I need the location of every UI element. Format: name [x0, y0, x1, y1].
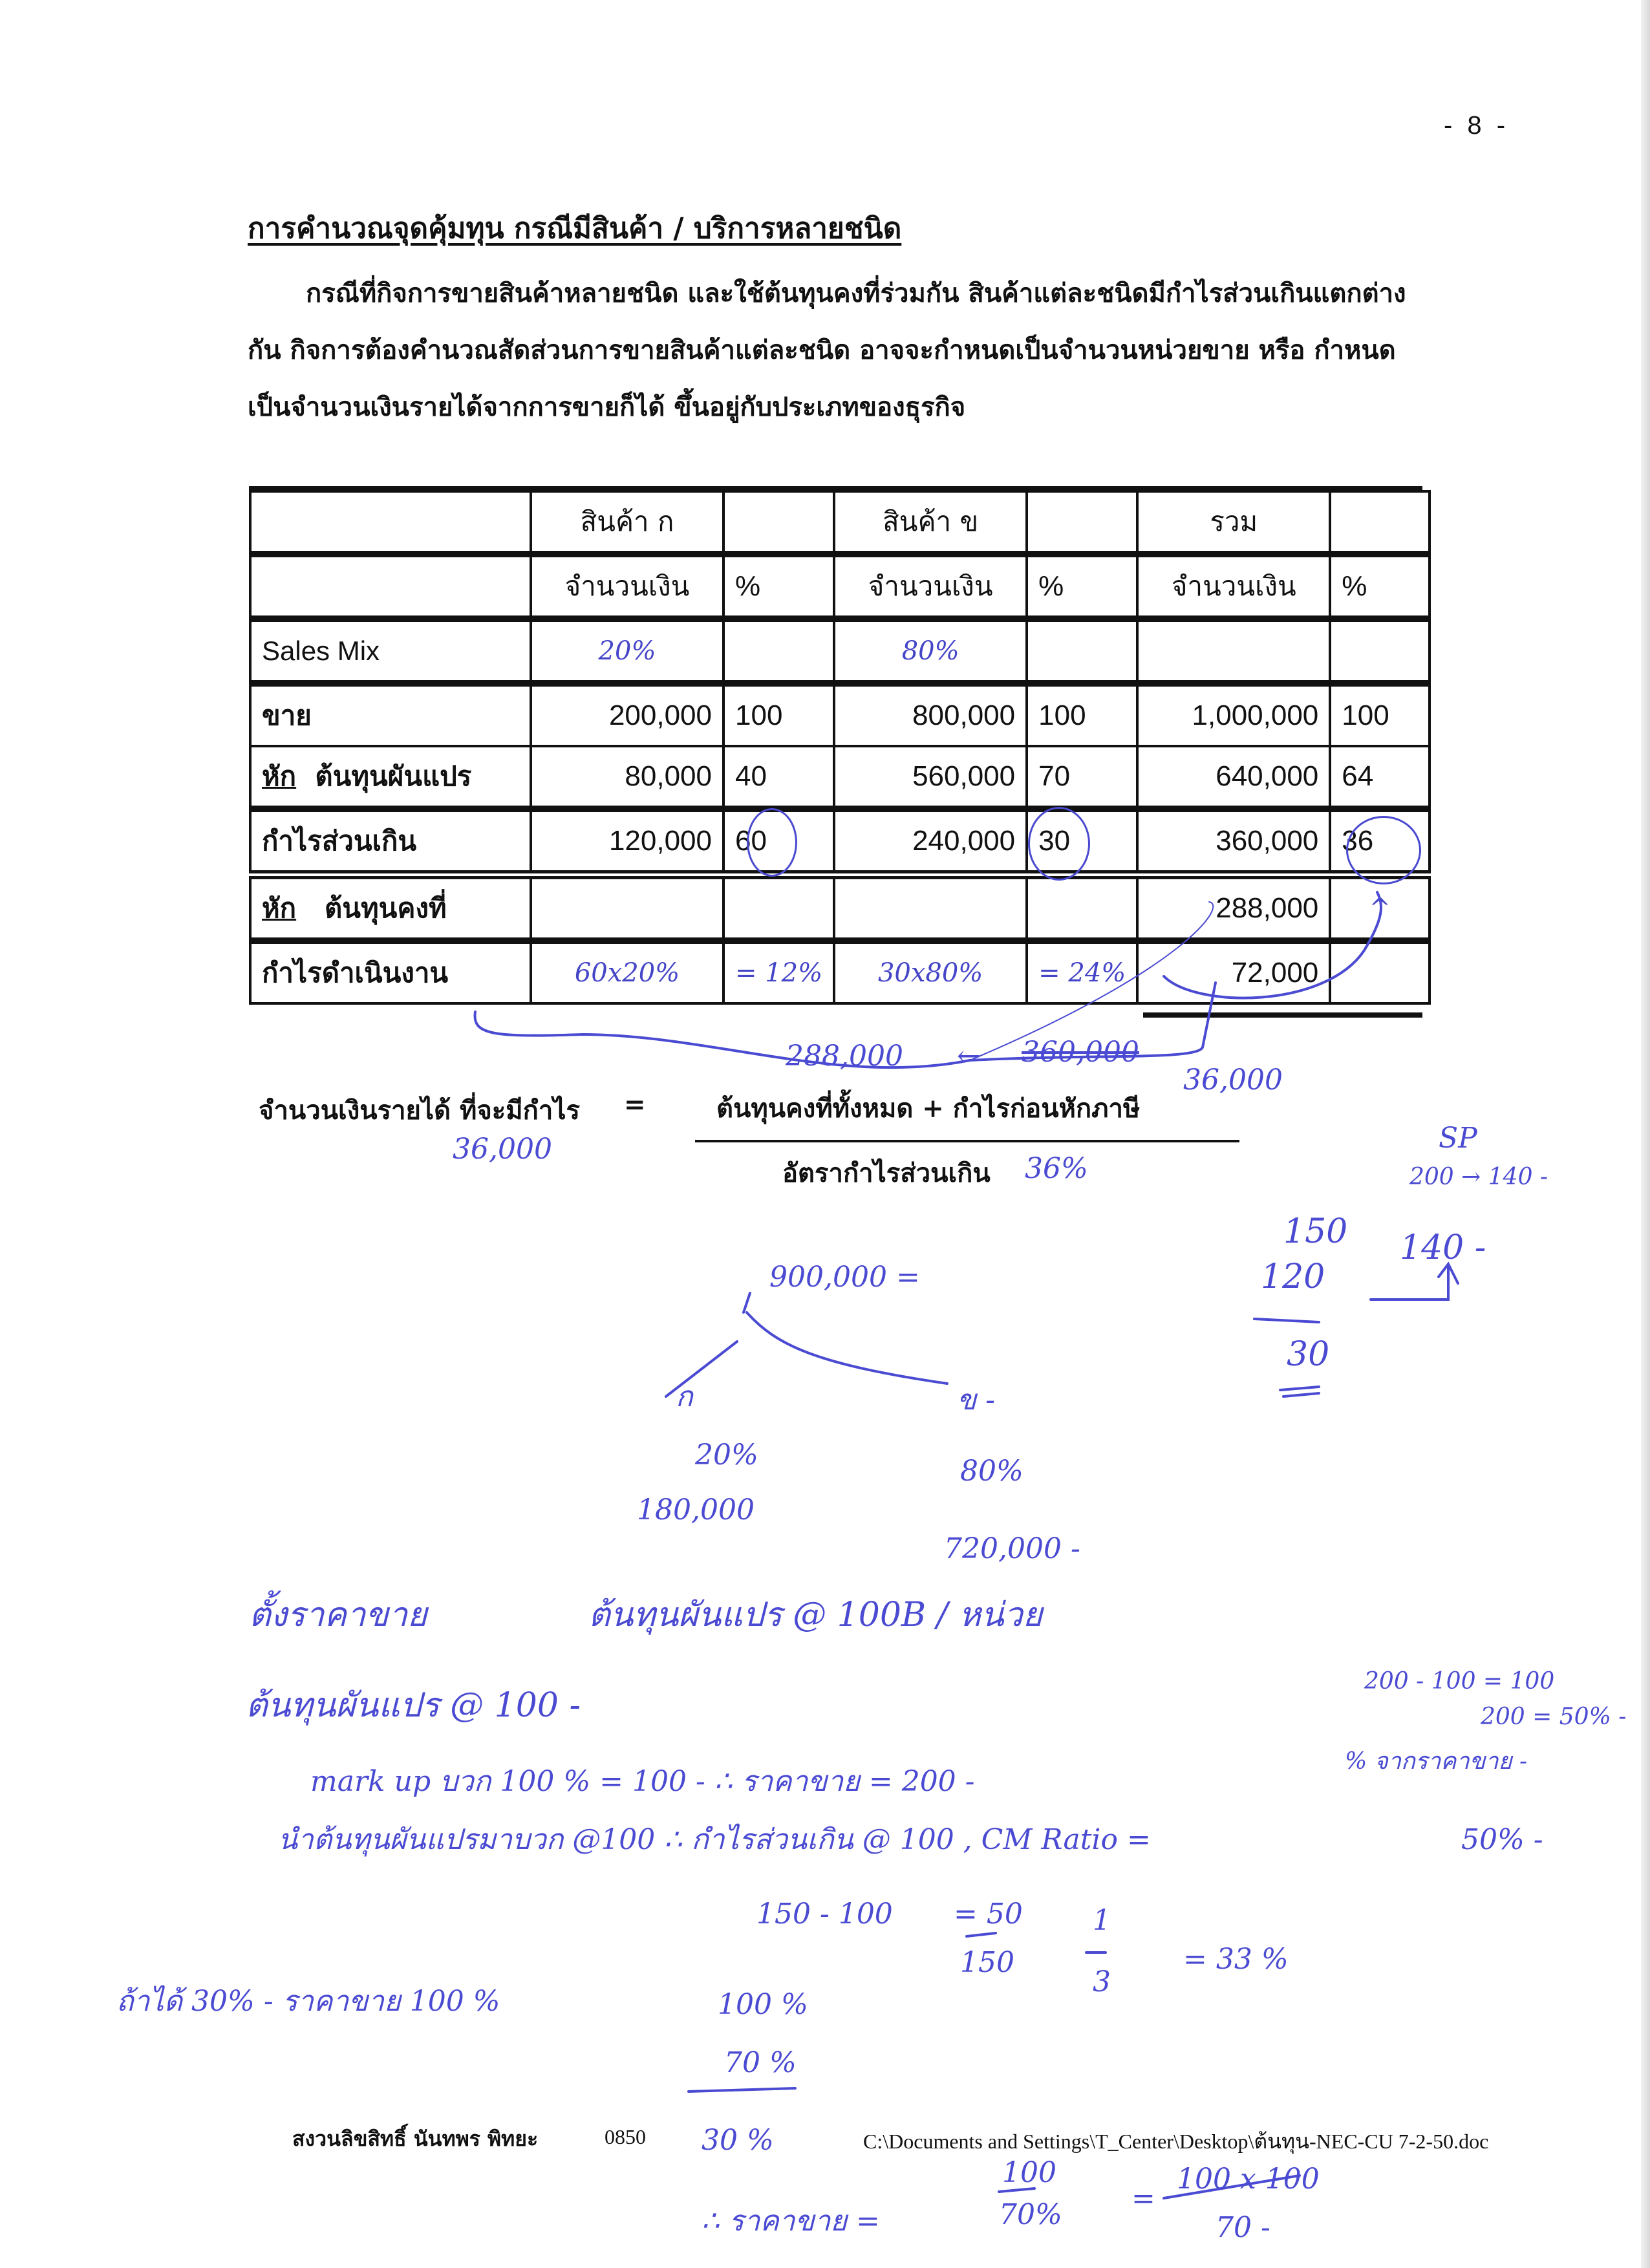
cell-b-amount: 560,000 — [834, 746, 1027, 809]
hw-price-eq: = — [1131, 2182, 1155, 2215]
frac-line-price — [999, 2188, 1034, 2192]
hw-tree-right-value: 720,000 - — [944, 1532, 1080, 1565]
cell-b-percent: 30 — [1027, 809, 1137, 875]
sales-mix-a-handwritten: 20% — [531, 619, 723, 683]
hw-note-right-3: % จากราคาขาย - — [1345, 1748, 1528, 1775]
formula-denominator: อัตรากำไรส่วนเกิน — [782, 1158, 991, 1188]
cell-a-amount: 200,000 — [531, 683, 723, 746]
formula-equals: = — [624, 1089, 646, 1120]
hw-150: 150 — [1283, 1212, 1348, 1251]
cell-b-amount: 240,000 — [834, 809, 1027, 875]
arrow-up — [1371, 1264, 1458, 1300]
cell-a-percent: 40 — [723, 746, 834, 809]
hw-one-third-den: 3 — [1093, 1965, 1111, 1998]
hw-30pct: 30 % — [702, 2124, 774, 2157]
hw-tree-right-label: ข - — [957, 1384, 995, 1417]
hw-note-left: ถ้าได้ 30% - ราคาขาย 100 % — [116, 1985, 500, 2018]
hw-100pct: 100 % — [718, 1988, 808, 2021]
hw-note-3: mark up บวก 100 % = 100 - ∴ ราคาขาย = 200 - — [310, 1765, 975, 1798]
cell-a-amount: 120,000 — [531, 809, 723, 875]
cell-b-percent: 100 — [1027, 683, 1137, 746]
sum-line — [1254, 1319, 1319, 1322]
hw-70pct: 70 % — [724, 2046, 797, 2079]
footer-code: 0850 — [605, 2125, 646, 2148]
cell-a-percent: 60 — [723, 809, 834, 875]
header-amount: จำนวนเงิน — [1137, 554, 1330, 619]
op-profit-a-calc: 60x20% — [531, 941, 723, 1003]
hw-denominator-value: 36% — [1025, 1152, 1088, 1185]
frac-line-50 — [967, 1933, 996, 1936]
op-profit-b-calc: 30x80% — [834, 941, 1027, 1003]
header-product-b: สินค้า ข — [834, 491, 1027, 554]
hw-sp-change: 200 → 140 - — [1409, 1164, 1548, 1190]
tree-branch-left — [666, 1342, 737, 1396]
cell-total-percent: 100 — [1330, 683, 1430, 746]
loop-arrow — [1164, 892, 1381, 998]
link-line — [970, 902, 1213, 1060]
footer-file-path: C:\Documents and Settings\T_Center\Desktop\ต้นทุน-NEC-CU 7-2-50.doc — [863, 2130, 1489, 2153]
row-label: Sales Mix — [250, 619, 531, 683]
cell-total-amount: 640,000 — [1137, 746, 1330, 809]
intro-paragraph-text: กรณีที่กิจการขายสินค้าหลายชนิด และใช้ต้นทุนคงที่ร่วมกัน สินค้าแต่ละชนิดมีกำไรส่วนเกินแตกต่างกัน กิจการต้องคำนวณสัดส่วนการขายสินค้าแต่ละชนิด อาจจะกำหนดเป็นจำนวนหน่วยขาย หรือ กำหนดเป็นจำนวนเงินรายได้จากการขายก็ได้ ขึ้นอยู่กับประเภทของธุรกิจ — [248, 278, 1406, 422]
hw-fixed-cost: 288,000 — [786, 1040, 903, 1073]
hw-note-right-2: 200 = 50% - — [1481, 1704, 1627, 1730]
hw-note-1b: ต้นทุนผันแปร @ 100B / หน่วย — [588, 1596, 1043, 1634]
hw-calc-50: = 50 — [954, 1898, 1023, 1931]
header-total: รวม — [1137, 491, 1330, 554]
row-label: ขาย — [250, 683, 531, 746]
tree-stem — [744, 1293, 750, 1312]
hw-price-calc-num: 100 x 100 — [1177, 2163, 1320, 2196]
hw-sp-label: SP — [1439, 1122, 1477, 1155]
hw-note-1a: ตั้งราคาขาย — [249, 1596, 427, 1634]
hw-one-third-num: 1 — [1093, 1904, 1111, 1937]
hw-price-label: ∴ ราคาขาย = — [702, 2205, 880, 2238]
frac-line-price-2 — [1164, 2176, 1300, 2198]
hw-tree-right-pct: 80% — [960, 1455, 1023, 1488]
cell-total-amount: 288,000 — [1137, 875, 1330, 941]
hw-140: 140 - — [1400, 1228, 1486, 1267]
page-number: - 8 - — [1444, 111, 1510, 140]
hw-calc-33: = 33 % — [1183, 1943, 1289, 1976]
hw-struck-value: 360,000 — [1022, 1036, 1139, 1069]
cell-total-amount: 1,000,000 — [1137, 683, 1330, 746]
section-heading: การคำนวณจุดคุ้มทุน กรณีมีสินค้า / บริการหลายชนิด — [248, 212, 902, 245]
cell-a-percent: 100 — [723, 683, 834, 746]
row-label: กำไรส่วนเกิน — [250, 809, 531, 875]
sales-mix-b-handwritten: 80% — [834, 619, 1027, 683]
cell-a-amount: 80,000 — [531, 746, 723, 809]
hw-profit-value: 36,000 — [1183, 1064, 1283, 1097]
hw-tree-left-value: 180,000 — [637, 1493, 755, 1526]
hw-price-frac-num: 100 — [1002, 2156, 1056, 2189]
hw-note-right-1: 200 - 100 = 100 — [1364, 1668, 1555, 1695]
hw-tree-total: 900,000 = — [769, 1261, 920, 1294]
hw-price-calc-den: 70 - — [1216, 2211, 1270, 2244]
header-percent: % — [723, 554, 834, 619]
hw-price-frac-den: 70% — [999, 2198, 1062, 2231]
formula-lhs: จำนวนเงินรายได้ ที่จะมีกำไร — [259, 1095, 580, 1126]
sum-line-2 — [689, 2088, 795, 2091]
op-profit-b-result: = 24% — [1027, 941, 1137, 1003]
row-label-prefix: หัก — [262, 892, 297, 924]
hw-lhs-value: 36,000 — [453, 1133, 552, 1166]
hw-calc-150-100: 150 - 100 — [756, 1898, 893, 1931]
hw-tree-left-label: ก — [676, 1380, 693, 1413]
cell-total-percent: 36 — [1330, 809, 1430, 875]
formula-numerator: ต้นทุนคงที่ทั้งหมด + กำไรก่อนหักภาษี — [716, 1093, 1141, 1124]
header-product-a: สินค้า ก — [531, 491, 723, 554]
cell-b-amount: 800,000 — [834, 683, 1027, 746]
header-percent: % — [1027, 554, 1137, 619]
row-label-text: ต้นทุนคงที่ — [325, 892, 447, 924]
hw-120: 120 — [1261, 1257, 1325, 1296]
hw-note-2: ต้นทุนผันแปร @ 100 - — [246, 1686, 581, 1725]
header-percent: % — [1330, 554, 1430, 619]
hw-tree-left-pct: 20% — [695, 1439, 758, 1471]
hw-note-4-value: 50% - — [1461, 1823, 1543, 1856]
hw-30: 30 — [1287, 1335, 1330, 1374]
op-profit-a-result: = 12% — [723, 941, 834, 1003]
footer-author: สงวนลิขสิทธิ์ นันทพร พิทยะ — [292, 2126, 539, 2151]
cell-b-percent: 70 — [1027, 746, 1137, 809]
hw-arrow: ← — [957, 1040, 981, 1073]
caret-mark: ^ — [1330, 875, 1430, 941]
row-label: กำไรดำเนินงาน — [250, 941, 531, 1003]
hw-calc-150-den: 150 — [960, 1946, 1014, 1979]
double-underline — [1280, 1387, 1319, 1396]
cell-total-amount: 360,000 — [1137, 809, 1330, 875]
cell-total-amount: 72,000 — [1137, 941, 1330, 1003]
hw-note-4: นำต้นทุนผันแปรมาบวก @100 ∴ กำไรส่วนเกิน @ 100 , CM Ratio = — [278, 1823, 1151, 1856]
header-amount: จำนวนเงิน — [531, 554, 723, 619]
row-label-text: ต้นทุนผันแปร — [315, 760, 472, 792]
tree-branch-right — [747, 1312, 947, 1384]
header-amount: จำนวนเงิน — [834, 554, 1027, 619]
cell-total-percent: 64 — [1330, 746, 1430, 809]
row-label-prefix: หัก — [262, 760, 297, 792]
